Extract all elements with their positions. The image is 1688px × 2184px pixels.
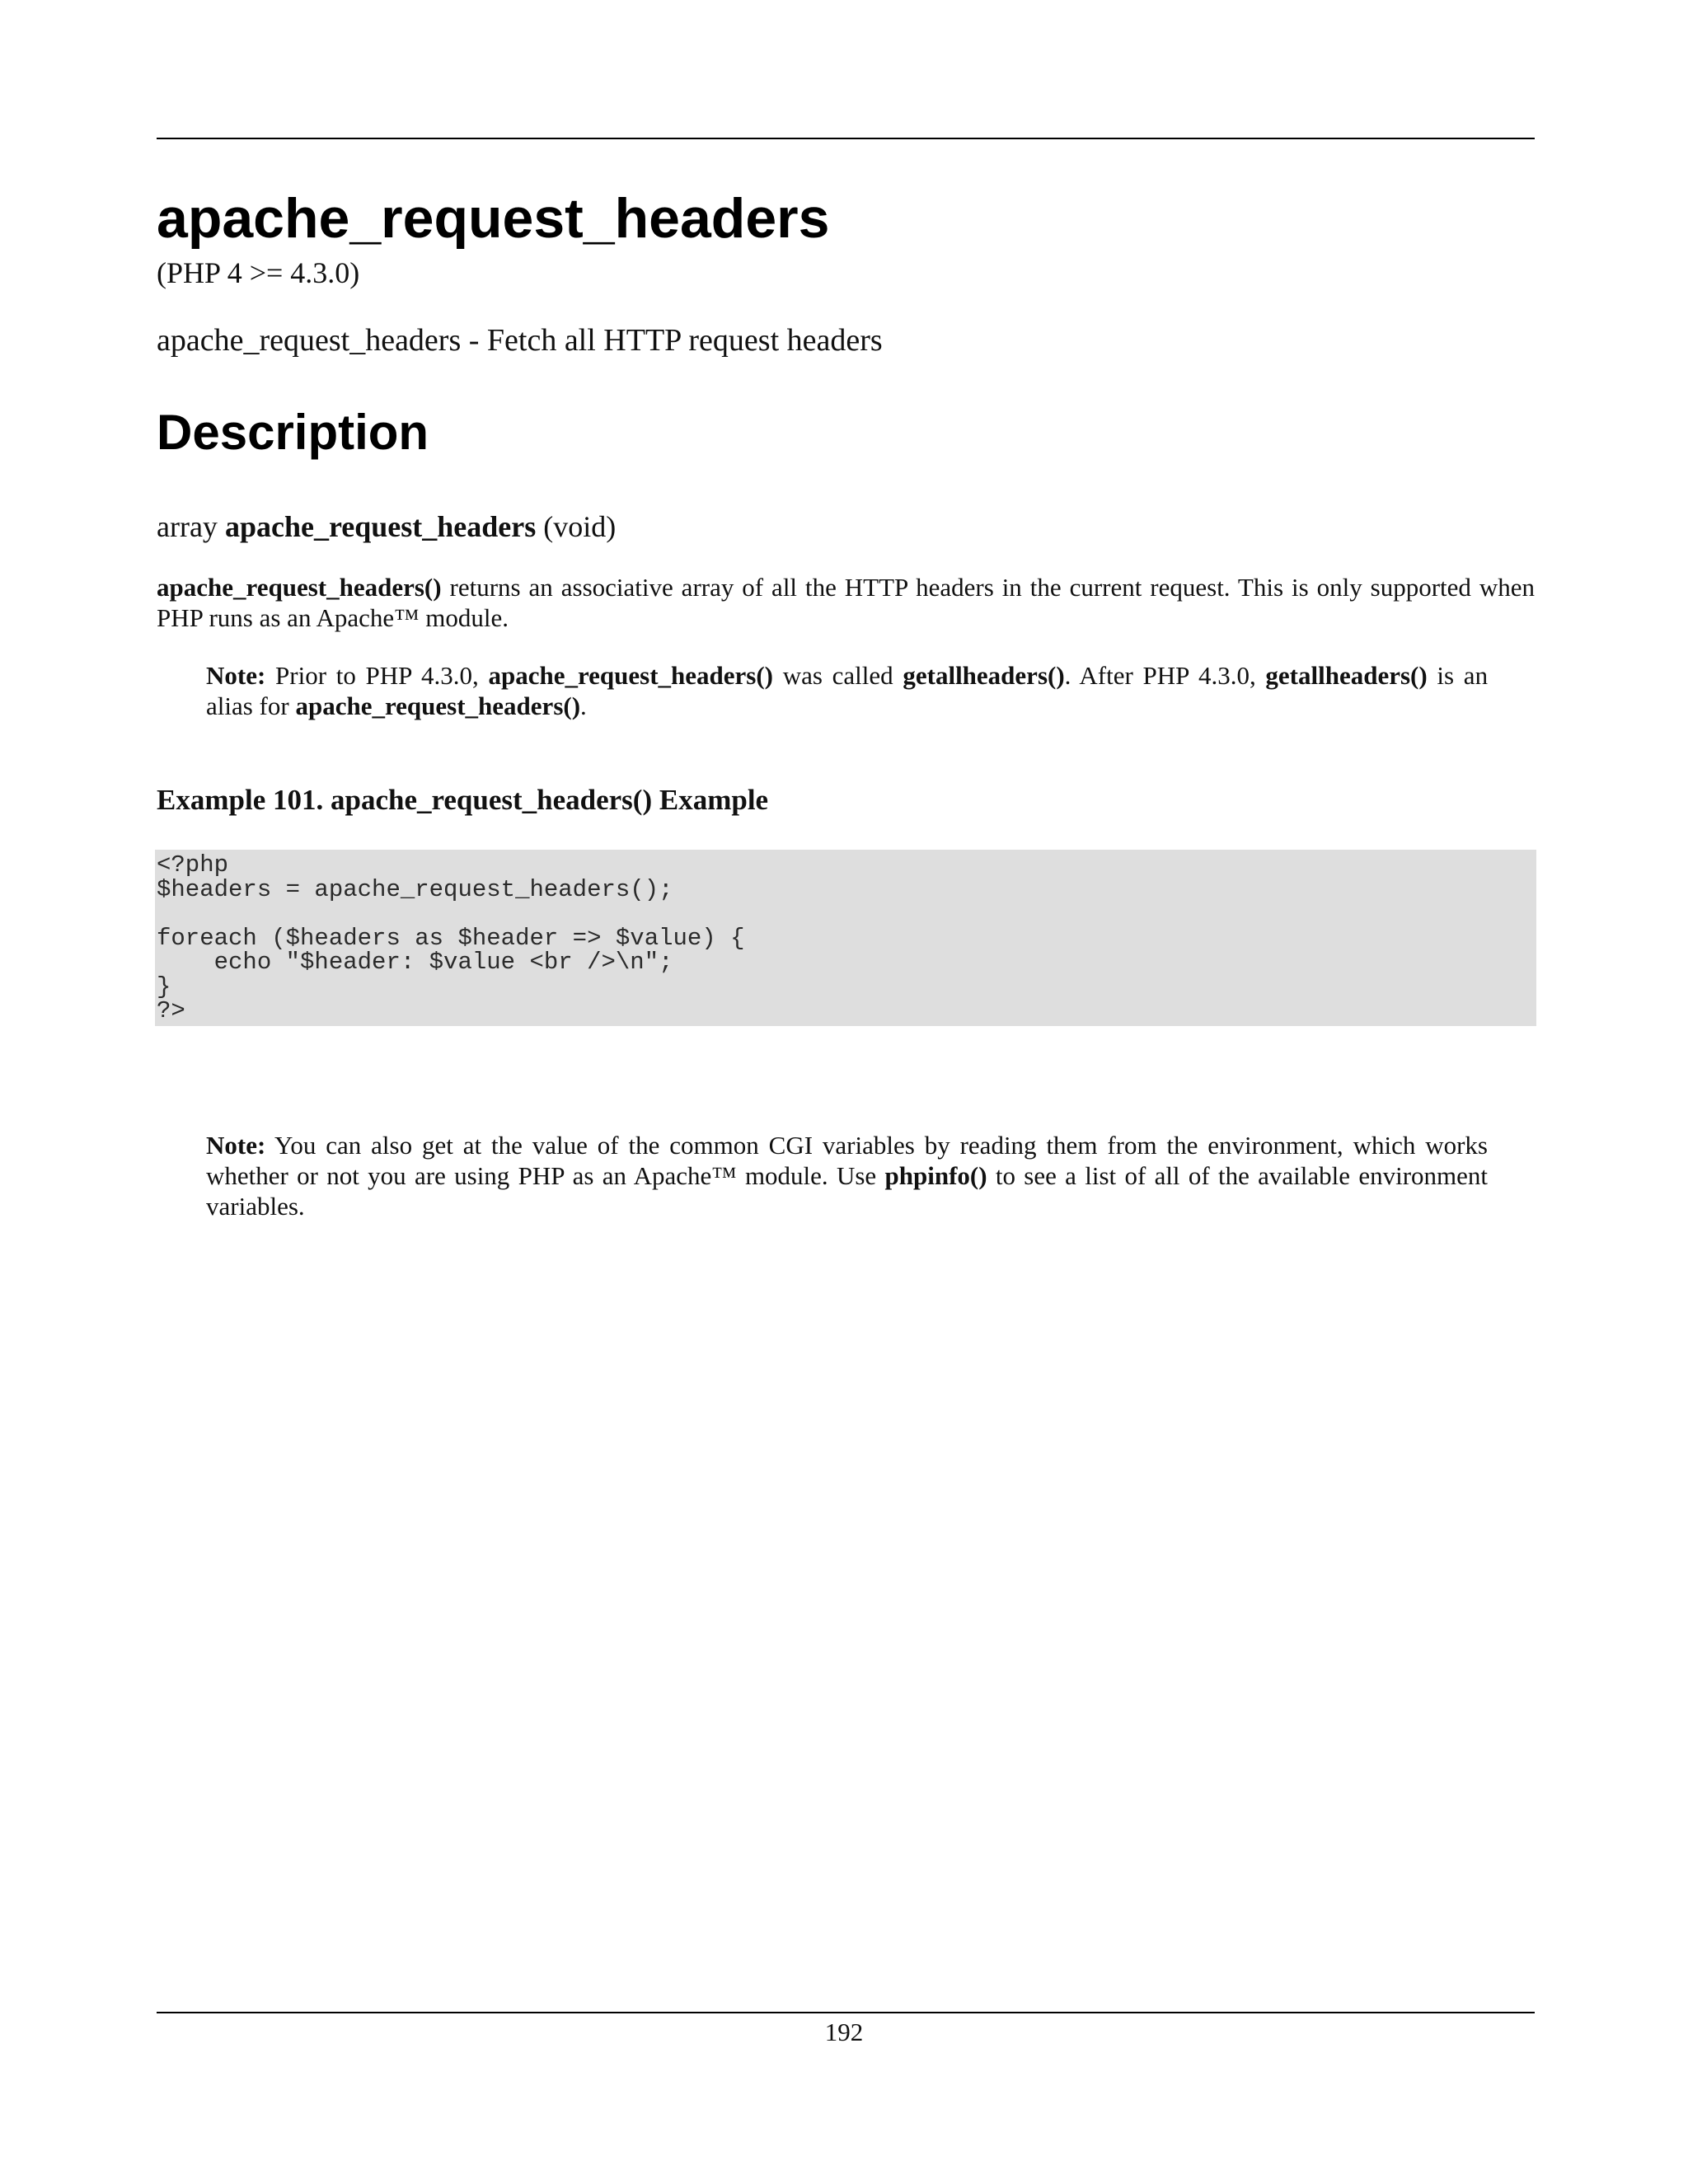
note-label: Note:	[206, 661, 266, 690]
description-heading: Description	[157, 405, 429, 460]
function-reference: getallheaders()	[1265, 661, 1428, 690]
synopsis-params: (void)	[543, 510, 617, 543]
synopsis-function-name: apache_request_headers	[224, 510, 537, 543]
footer-rule	[157, 2012, 1535, 2013]
code-listing: <?php $headers = apache_request_headers(); foreach ($headers as $header => $value) { echo "$header: $value <br />\n"; } ?>	[157, 851, 745, 1024]
note-cgi-variables	[206, 1130, 1488, 1221]
note-text: You can also get at the value of the common CGI variables by reading them from the environment, which works whether or not you are using PHP as an Apache™ module. Use	[206, 1131, 1488, 1190]
note-text: . After PHP 4.3.0,	[1064, 661, 1256, 690]
page-number: 192	[824, 2018, 864, 2046]
description-paragraph	[157, 572, 1535, 633]
note-label: Note:	[206, 1131, 266, 1160]
note-text: is an alias for	[206, 661, 1489, 720]
function-reference: apache_request_headers()	[295, 691, 581, 720]
function-reference: apache_request_headers()	[488, 661, 774, 690]
note-text: was called	[782, 661, 893, 690]
description-text: returns an associative array of all the HTTP headers in the current request. This is only supported when PHP runs as an Apache™ module.	[157, 573, 1536, 632]
header-rule	[157, 138, 1535, 139]
refname-line: apache_request_headers - Fetch all HTTP request headers	[157, 323, 883, 358]
note-text: Prior to PHP 4.3.0,	[275, 661, 479, 690]
note-text: to see a list of all of the available environment variables.	[206, 1161, 1489, 1221]
synopsis-return-type: array	[157, 510, 218, 543]
function-synopsis	[157, 509, 616, 545]
code-example	[155, 850, 1536, 1026]
function-reference: phpinfo()	[884, 1161, 987, 1190]
version-info: (PHP 4 >= 4.3.0)	[157, 256, 360, 289]
function-reference: getallheaders()	[903, 661, 1065, 690]
note-alias	[206, 660, 1488, 721]
note-text: .	[580, 691, 587, 720]
example-title: Example 101. apache_request_headers() Example	[157, 784, 769, 816]
function-reference: apache_request_headers()	[157, 573, 442, 602]
page-title: apache_request_headers	[157, 187, 830, 250]
